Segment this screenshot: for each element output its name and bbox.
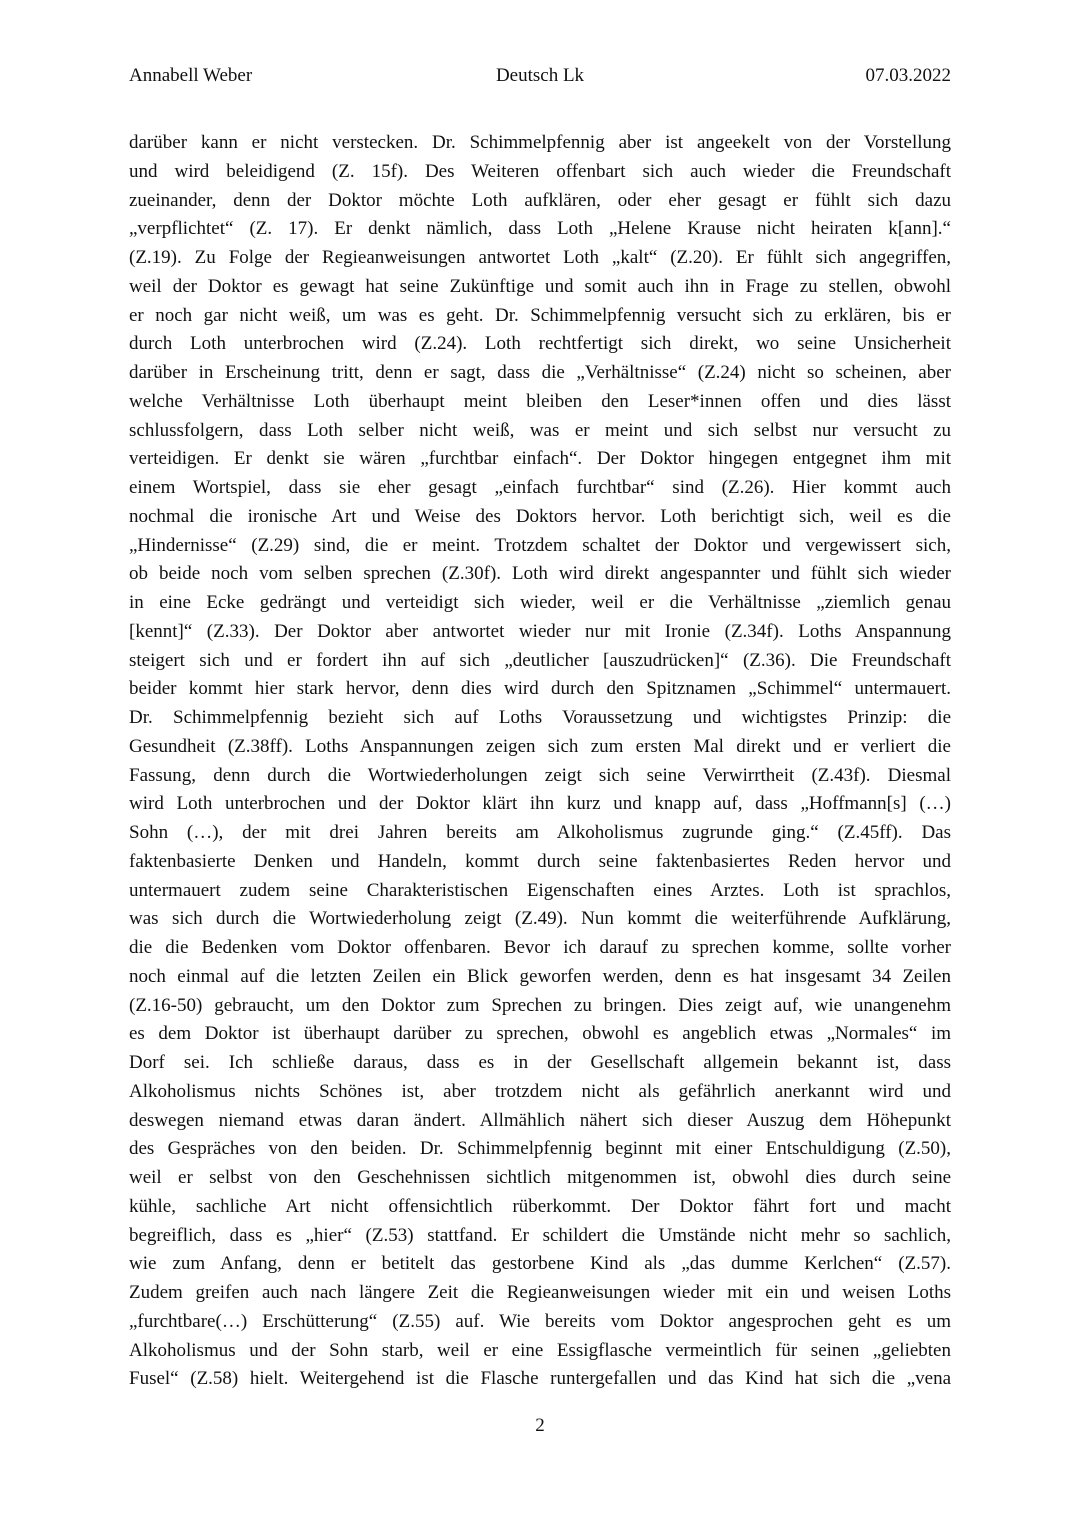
- text-line: Dr. Schimmelpfennig bezieht sich auf Loths Voraussetzung und wichtigstes Prinzip: die: [129, 707, 951, 728]
- text-line: untermauert zudem seine Charakteristischen Eigenschaften eines Arztes. Loth ist sprachlos,: [129, 879, 951, 901]
- text-line: darüber in Erscheinung tritt, denn er sagt, dass die „Verhältnisse“ (Z.24) nicht so scheinen, aber: [129, 362, 951, 383]
- header-date: 07.03.2022: [865, 65, 951, 86]
- text-line: Zudem greifen auch nach längere Zeit die Regieanweisungen wieder mit ein und weisen Loths: [129, 1282, 951, 1303]
- text-line: wird Loth unterbrochen und der Doktor klärt ihn kurz und knapp auf, dass „Hoffmann[s] (…): [129, 793, 951, 815]
- text-line: weil der Doktor es gewagt hat seine Zukünftige und somit auch ihn in Frage zu stellen, obwohl: [129, 275, 951, 297]
- text-line: einem Wortspiel, dass sie eher gesagt „einfach furchtbar“ sind (Z.26). Hier kommt auch: [129, 477, 951, 498]
- text-line: Dorf sei. Ich schließe daraus, dass es in der Gesellschaft allgemein bekannt ist, dass: [129, 1052, 951, 1073]
- text-line: zueinander, denn der Doktor möchte Loth aufklären, oder eher gesagt er fühlt sich dazu: [129, 189, 951, 211]
- text-line: des Gespräches von den beiden. Dr. Schimmelpfennig beginnt mit einer Entschuldigung (Z.50),: [129, 1138, 951, 1160]
- text-line: Fusel“ (Z.58) hielt. Weitergehend ist die Flasche runtergefallen und das Kind hat sich die „vena: [129, 1368, 951, 1390]
- text-line: deswegen niemand etwas daran ändert. Allmählich nähert sich dieser Auszug dem Höhepunkt: [129, 1109, 951, 1131]
- text-line: welche Verhältnisse Loth überhaupt meint bleiben den Leser*innen offen und dies lässt: [129, 390, 951, 412]
- page-footer: [0, 1414, 1080, 1438]
- text-line: Alkoholismus nichts Schönes ist, aber trotzdem nicht als gefährlich anerkannt wird und: [129, 1080, 951, 1102]
- text-line: die die Bedenken vom Doktor offenbaren. Bevor ich darauf zu sprechen komme, sollte vorher: [129, 937, 951, 958]
- text-line: ob beide noch vom selben sprechen (Z.30f). Loth wird direkt angespannter und fühlt sich wieder: [129, 563, 951, 585]
- text-line: es dem Doktor ist überhaupt darüber zu sprechen, obwohl es angeblich etwas „Normales“ im: [129, 1023, 951, 1045]
- text-line: „verpflichtet“ (Z. 17). Er denkt nämlich, dass Loth „Helene Krause nicht heiraten k[ann].“: [129, 218, 951, 240]
- body-text: [129, 129, 951, 1394]
- text-line: Sohn (…), der mit drei Jahren bereits am Alkoholismus zugrunde ging.“ (Z.45ff). Das: [129, 822, 951, 843]
- text-line: (Z.16-50) gebraucht, um den Doktor zum Sprechen zu bringen. Dies zeigt auf, wie unangenehm: [129, 994, 951, 1016]
- text-line: „furchtbare(…) Erschütterung“ (Z.55) auf. Wie bereits vom Doktor angesprochen geht es um: [129, 1310, 951, 1332]
- text-line: weil er selbst von den Geschehnissen sichtlich mitgenommen ist, obwohl dies durch seine: [129, 1167, 951, 1188]
- text-line: kühle, sachliche Art nicht offensichtlich rüberkommt. Der Doktor fährt fort und macht: [129, 1195, 951, 1217]
- page-header: [129, 64, 951, 88]
- text-line: noch einmal auf die letzten Zeilen ein Blick geworfen werden, denn es hat insgesamt 34 Zeilen: [129, 965, 951, 987]
- header-course: Deutsch Lk: [495, 65, 585, 86]
- text-line: Fassung, denn durch die Wortwiederholungen zeigt sich seine Verwirrtheit (Z.43f). Diesmal: [129, 764, 951, 786]
- text-line: in eine Ecke gedrängt und verteidigt sich wieder, weil er die Verhältnisse „ziemlich genau: [129, 592, 951, 613]
- text-line: beider kommt hier stark hervor, denn dies wird durch den Spitznamen „Schimmel“ untermauert.: [129, 678, 951, 700]
- text-line: Gesundheit (Z.38ff). Loths Anspannungen zeigen sich zum ersten Mal direkt und er verliert die: [129, 735, 951, 757]
- text-line: verteidigen. Er denkt sie wären „furchtbar einfach“. Der Doktor hingegen entgegnet ihm mit: [129, 448, 951, 470]
- text-line: steigert sich und er fordert ihn auf sich „deutlicher [auszudrücken]“ (Z.36). Die Freundschaft: [129, 649, 951, 671]
- text-line: und wird beleidigend (Z. 15f). Des Weiteren offenbart sich auch wieder die Freundschaft: [129, 160, 951, 182]
- text-line: faktenbasierte Denken und Handeln, kommt durch seine faktenbasiertes Reden hervor und: [129, 850, 951, 872]
- header-author: Annabell Weber: [129, 65, 253, 86]
- text-line: nochmal die ironische Art und Weise des Doktors hervor. Loth berichtigt sich, weil es die: [129, 505, 951, 527]
- text-line: begreiflich, dass es „hier“ (Z.53) stattfand. Er schildert die Umstände nicht mehr so sachlich,: [129, 1224, 951, 1246]
- page-number: 2: [535, 1415, 545, 1436]
- text-line: er noch gar nicht weiß, um was es geht. Dr. Schimmelpfennig versucht sich zu erklären, bis er: [129, 304, 951, 326]
- text-line: (Z.19). Zu Folge der Regieanweisungen antwortet Loth „kalt“ (Z.20). Er fühlt sich angegriffen,: [129, 247, 951, 268]
- text-line: Alkoholismus und der Sohn starb, weil er eine Essigflasche vermeintlich für seinen „geliebten: [129, 1339, 951, 1361]
- text-line: schlussfolgern, dass Loth selber nicht weiß, was er meint und sich selbst nur versucht zu: [129, 419, 951, 441]
- text-line: darüber kann er nicht verstecken. Dr. Schimmelpfennig aber ist angeekelt von der Vorstellung: [129, 132, 951, 153]
- text-line: was sich durch die Wortwiederholung zeigt (Z.49). Nun kommt die weiterführende Aufklärung,: [129, 908, 951, 930]
- text-line: durch Loth unterbrochen wird (Z.24). Loth rechtfertigt sich direkt, wo seine Unsicherheit: [129, 333, 951, 355]
- text-line: wie zum Anfang, denn er betitelt das gestorbene Kind als „das dumme Kerlchen“ (Z.57).: [129, 1253, 951, 1275]
- text-line: „Hindernisse“ (Z.29) sind, die er meint. Trotzdem schaltet der Doktor und vergewissert sich,: [129, 534, 951, 556]
- text-line: [kennt]“ (Z.33). Der Doktor aber antwortet wieder nur mit Ironie (Z.34f). Loths Anspannung: [129, 620, 951, 642]
